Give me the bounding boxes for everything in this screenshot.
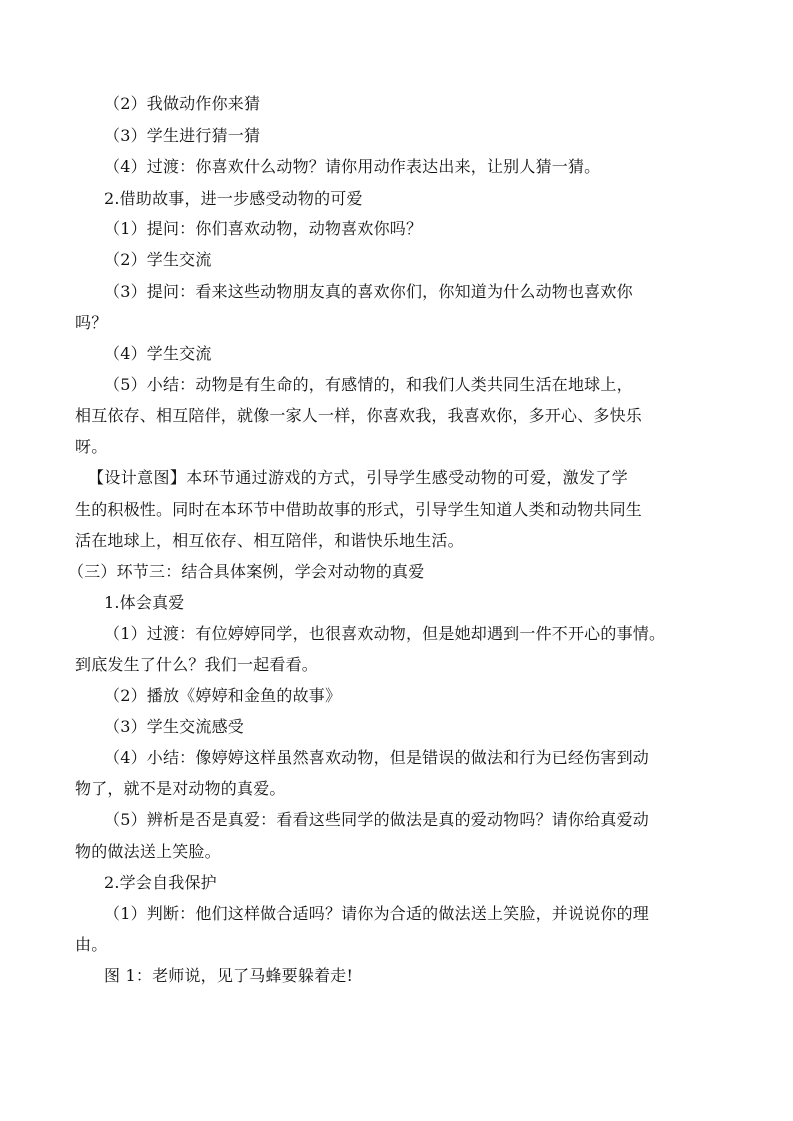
section-heading: （三）环节三：结合具体案例，学会对动物的真爱 [68, 562, 425, 581]
text-line: 活在地球上，相互依存、相互陪伴，和谐快乐地生活。 [75, 531, 464, 550]
text-line: （4）学生交流 [104, 344, 212, 363]
section-heading: 2.借助故事，进一步感受动物的可爱 [104, 189, 363, 208]
text-line: （3）学生交流感受 [104, 717, 244, 736]
subsection-heading: 2.学会自我保护 [104, 873, 217, 892]
text-line: 呀。 [75, 437, 108, 456]
text-line: 到底发生了什么？我们一起看看。 [75, 655, 319, 674]
text-line: 相互依存、相互陪伴，就像一家人一样，你喜欢我，我喜欢你，多开心、多快乐 [75, 406, 643, 425]
text-line: （1）提问：你们喜欢动物，动物喜欢你吗？ [104, 219, 423, 238]
text-line: 生的积极性。同时在本环节中借助故事的形式，引导学生知道人类和动物共同生 [75, 500, 643, 519]
subsection-heading: 1.体会真爱 [104, 593, 185, 612]
text-line: （3）学生进行猜一猜 [104, 126, 261, 145]
text-line: （3）提问：看来这些动物朋友真的喜欢你们，你知道为什么动物也喜欢你 [104, 282, 633, 301]
text-line: （1）过渡：有位婷婷同学，也很喜欢动物，但是她却遇到一件不开心的事情。 [104, 624, 666, 643]
text-line: （1）判断：他们这样做合适吗？请你为合适的做法送上笑脸，并说说你的理 [104, 904, 649, 923]
text-line: 物的做法送上笑脸。 [75, 842, 221, 861]
text-line: 由。 [75, 935, 108, 954]
text-line: （2）播放《婷婷和金鱼的故事》 [104, 686, 342, 705]
text-line: （5）小结：动物是有生命的，有感情的，和我们人类共同生活在地球上， [104, 375, 633, 394]
text-line: 物了，就不是对动物的真爱。 [75, 779, 286, 798]
design-intent-text: 【设计意图】本环节通过游戏的方式，引导学生感受动物的可爱，激发了学 [88, 468, 628, 487]
text-line: （4）小结：像婷婷这样虽然喜欢动物，但是错误的做法和行为已经伤害到动 [104, 748, 649, 767]
text-line: （2）我做动作你来猜 [104, 94, 261, 113]
text-line: （5）辨析是否是真爱：看看这些同学的做法是真的爱动物吗？请你给真爱动 [104, 810, 649, 829]
text-line: 吗？ [75, 313, 108, 332]
figure-caption: 图 1：老师说，见了马蜂要躲着走! [104, 966, 354, 985]
text-line: （4）过渡：你喜欢什么动物？请你用动作表达出来，让别人猜一猜。 [104, 157, 601, 176]
text-line: （2）学生交流 [104, 250, 212, 269]
